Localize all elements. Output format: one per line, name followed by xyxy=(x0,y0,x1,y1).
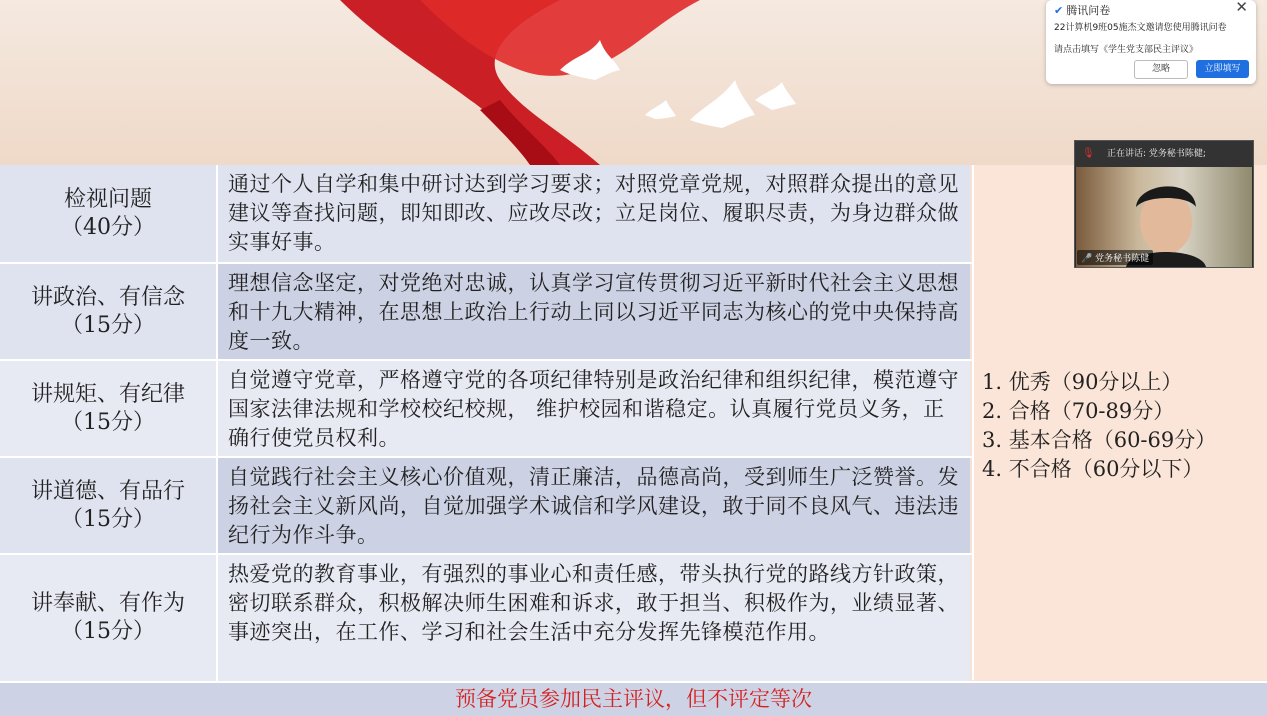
criteria-description: 自觉遵守党章，严格遵守党的各项纪律特别是政治纪律和组织纪律，模范遵守国家法律法规和学校校纪校规， 维护校园和谐稳定。认真履行党员义务，正确行使党员权利。 xyxy=(218,361,970,456)
criteria-description: 通过个人自学和集中研讨达到学习要求；对照党章党规，对照群众提出的意见建议等查找问题，即知即改、应改尽改；立足岗位、履职尽责，为身边群众做实事好事。 xyxy=(218,165,970,262)
category-cell xyxy=(0,165,216,262)
grade-item: 3. 基本合格（60-69分） xyxy=(982,428,1217,452)
participant-name: 党务秘书陈健 xyxy=(1095,254,1150,264)
category-title: 讲政治、有信念 xyxy=(30,284,185,310)
grade-item: 4. 不合格（60分以下） xyxy=(982,457,1204,481)
category-title: 讲奉献、有作为 xyxy=(30,591,185,616)
category-score: （15分） xyxy=(61,409,155,435)
notification-message: 22计算机9班05施杰文邀请您使用腾讯问卷 xyxy=(1054,23,1227,33)
participant-name-label: 🎤 党务秘书陈健 xyxy=(1077,250,1153,265)
table-row xyxy=(0,359,972,456)
category-score: （40分） xyxy=(61,214,155,240)
category-title: 讲道德、有品行 xyxy=(30,478,185,504)
footer-note: 预备党员参加民主评议，但不评定等次 xyxy=(0,681,1267,716)
criteria-description: 热爱党的教育事业，有强烈的事业心和责任感，带头执行党的路线方针政策，密切联系群众，积极解决师生困难和诉求，敢于担当、积极作为，业绩显著、事迹突出，在工作、学习和社会生活中充分发挥先锋模范作用。 xyxy=(218,555,970,681)
survey-notification xyxy=(1046,0,1256,84)
category-score: （15分） xyxy=(61,312,155,338)
speaking-text: 正在讲话: 党务秘书陈健; xyxy=(1107,149,1206,159)
notification-prompt: 请点击填写《学生党支部民主评议》 xyxy=(1054,45,1199,55)
category-score: （15分） xyxy=(61,619,155,644)
notification-app-name: 腾讯问卷 xyxy=(1066,4,1111,17)
category-title: 讲规矩、有纪律 xyxy=(30,381,185,407)
speaking-indicator-bar xyxy=(1075,141,1253,167)
category-title: 检视问题 xyxy=(63,186,152,212)
criteria-description: 理想信念坚定，对党绝对忠诚，认真学习宣传贯彻习近平新时代社会主义思想和十九大精神，在思想上政治上行动上同以习近平同志为核心的党中央保持高度一致。 xyxy=(218,264,970,359)
ignore-button[interactable]: 忽略 xyxy=(1134,60,1188,79)
grade-item: 1. 优秀（90分以上） xyxy=(982,370,1183,394)
table-row xyxy=(0,165,972,262)
table-row xyxy=(0,456,972,553)
category-score: （15分） xyxy=(61,506,155,532)
fill-now-button[interactable]: 立即填写 xyxy=(1196,60,1249,78)
table-row xyxy=(0,553,972,681)
grade-list xyxy=(982,368,1216,484)
category-cell xyxy=(0,264,216,359)
notification-header xyxy=(1054,2,1110,18)
grade-item: 2. 合格（70-89分） xyxy=(982,399,1175,423)
table-row xyxy=(0,262,972,359)
category-cell xyxy=(0,458,216,553)
muted-mic-icon: 🎙 xyxy=(1082,148,1095,159)
criteria-description: 自觉践行社会主义核心价值观，清正廉洁，品德高尚，受到师生广泛赞誉。发扬社会主义新风尚，自觉加强学术诚信和学风建设，敢于同不良风气、违法违纪行为作斗争。 xyxy=(218,458,970,553)
video-tile[interactable] xyxy=(1074,140,1254,268)
tencent-survey-logo-icon: ✔ xyxy=(1054,3,1064,17)
category-cell xyxy=(0,555,216,681)
close-icon[interactable]: ✕ xyxy=(1235,0,1248,16)
category-cell xyxy=(0,361,216,456)
